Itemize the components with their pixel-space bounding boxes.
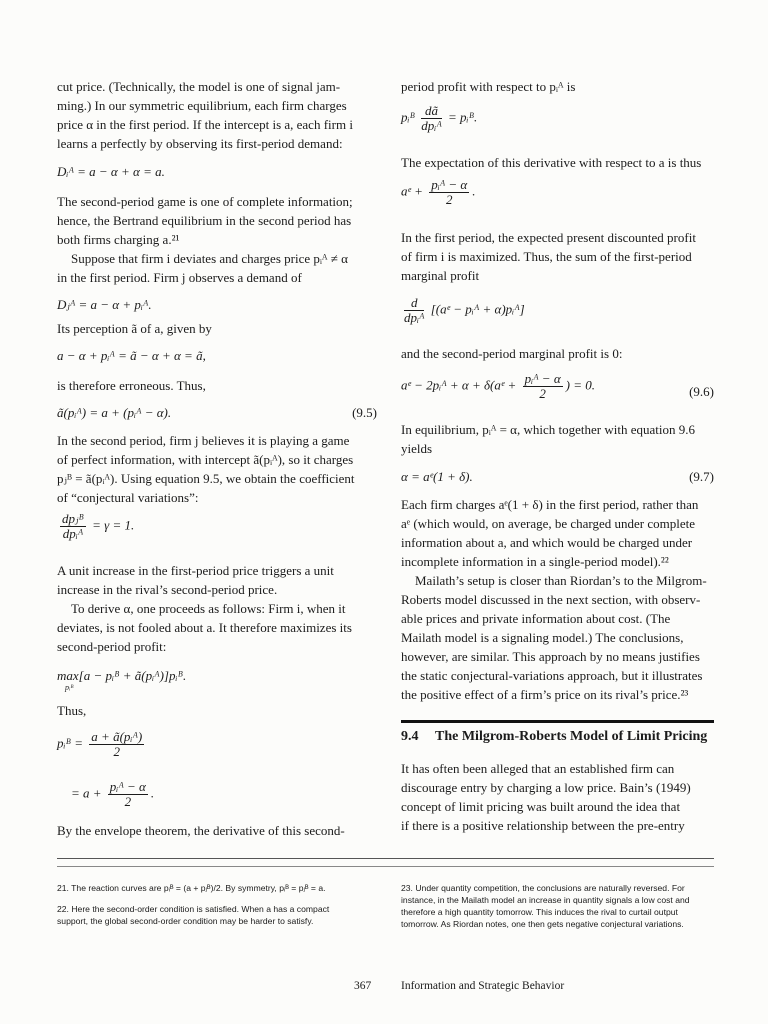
text-line: The expectation of this derivative with respect to a is thus (401, 155, 702, 170)
fraction-denominator: 2 (445, 192, 453, 207)
text-line: pⱼᴮ = ã(pᵢᴬ). Using equation 9.5, we obtain the coefficient (57, 471, 355, 486)
equation-lhs: = a + (71, 785, 102, 801)
fraction-denominator: dpᵢᴬ (404, 310, 425, 325)
equation: ã(pᵢᴬ) = a + (pᵢᴬ − α). (57, 405, 172, 420)
equation-rhs: = γ = 1. (92, 517, 135, 533)
text-line: however, are similar. This approach by no means justifies (401, 649, 700, 664)
footnote-divider (57, 866, 714, 867)
running-title: Information and Strategic Behavior (401, 980, 565, 992)
equation-rhs: [(aᵉ − pᵢᴬ + α)pᵢᴬ] (430, 301, 525, 317)
text-line: Each firm charges aᵉ(1 + δ) in the first period, rather than (401, 497, 699, 512)
right-column (401, 0, 714, 1024)
equation-lhs: pᵢᴮ = (57, 735, 84, 751)
fraction-numerator: a + ã(pᵢᴬ) (91, 729, 143, 744)
fraction-numerator: dã (421, 104, 441, 119)
fraction-numerator: dpⱼᴮ (62, 511, 84, 526)
text-line: aᵉ (which would, on average, be charged under complete (401, 516, 696, 531)
text-line: and the second-period marginal profit is 0: (401, 346, 623, 361)
footnote-22: 22. Here the second-order condition is satisfied. When a has a compact (57, 904, 330, 914)
section-rule (401, 720, 714, 723)
text-line: marginal profit (401, 268, 480, 283)
text-line: A unit increase in the first-period price triggers a unit (57, 563, 334, 578)
text-line: of firm i is maximized. Thus, the sum of the first-period (401, 249, 692, 264)
text-line: Roberts model discussed in the next section, with observ- (401, 592, 701, 607)
equation-end: ) = 0. (565, 377, 595, 393)
equation-number: (9.7) (689, 469, 714, 484)
text-line: The second-period game is one of complete information; (57, 194, 353, 209)
fraction-denominator: dpᵢᴬ (62, 526, 84, 541)
equation-lhs: pᵢᴮ (401, 109, 416, 125)
text-line: It has often been alleged that an established firm can (401, 761, 675, 776)
footnote-23-cont: tomorrow. As Riordan notes, one then gets negative conjectural variations. (401, 919, 684, 929)
fraction-numerator: d (404, 296, 424, 311)
section-title: The Milgrom-Roberts Model of Limit Pricing (435, 729, 708, 744)
fraction-denominator: 2 (539, 386, 546, 401)
equation-number: (9.5) (352, 405, 377, 420)
equation-foc (401, 372, 595, 401)
equation-number: (9.6) (689, 384, 714, 399)
left-column (57, 0, 377, 1024)
text-line: of perfect information, with intercept ã(pᵢᴬ), so it charges (57, 452, 354, 467)
footnote-23: 23. Under quantity competition, the conclusions are naturally reversed. For (401, 883, 685, 893)
text-line: of “conjectural variations”: (57, 490, 199, 505)
text-line: learns a perfectly by observing its first-period demand: (57, 136, 343, 151)
footnote-23-cont: instance, in the Mailath model an increase in quantity signals a low cost and (401, 895, 690, 905)
text-line: period profit with respect to pᵢᴬ is (401, 79, 576, 94)
equation-lhs: aᵉ + (401, 183, 423, 199)
text-line: Its perception ã of a, given by (57, 321, 212, 336)
fraction-numerator: pᵢᴬ − α (524, 371, 561, 386)
equation-lhs: aᵉ − 2pᵢᴬ + α + δ(aᵉ + (401, 377, 517, 393)
text-line: By the envelope theorem, the derivative of this second- (57, 823, 345, 838)
equation-subscript: pᵢᴮ (65, 683, 74, 692)
footnote-divider (57, 858, 714, 859)
text-line: Mailath model is a signaling model.) The conclusions, (401, 630, 684, 645)
text-line: Thus, (57, 703, 87, 718)
text-line: ming.) In our symmetric equilibrium, each firm charges (57, 98, 347, 113)
text-line: concept of limit pricing was built around the idea that (401, 799, 681, 814)
fraction-denominator: 2 (113, 744, 120, 759)
text-line: To derive α, one proceeds as follows: Firm i, when it (71, 601, 346, 616)
text-line: information about a, and which would be charged under (401, 535, 693, 550)
text-line: In equilibrium, pᵢᴬ = α, which together with equation 9.6 (401, 422, 695, 437)
footnote-22-cont: support, the global second-order condition may be harder to satisfy. (57, 916, 314, 926)
text-line: discourage entry by charging a low price. Bain’s (1949) (401, 780, 691, 795)
text-line: yields (401, 441, 433, 456)
equation: Dⱼᴬ = a − α + pᵢᴬ. (57, 297, 152, 312)
equation-price (57, 730, 147, 759)
equation-price-2 (71, 780, 154, 809)
fraction-numerator: pᵢᴬ − α (431, 177, 468, 192)
equation-marginal-profit (401, 296, 525, 325)
footnote-23-cont: therefore a high quantity tomorrow. This induces the rival to curtail output (401, 907, 678, 917)
fraction-numerator: pᵢᴬ − α (109, 779, 146, 794)
text-line: increase in the rival’s second-period price. (57, 582, 278, 597)
fraction-denominator: 2 (124, 794, 132, 809)
section-number: 9.4 (401, 729, 419, 744)
equation: max[a − pᵢᴮ + ã(pᵢᴬ)]pᵢᴮ. (57, 668, 187, 683)
footnote-21: 21. The reaction curves are pᵢᴮ = (a + pⱼᴮ)/2. By symmetry, pᵢᴮ = pⱼᴮ = a. (57, 883, 326, 893)
text-line: is therefore erroneous. Thus, (57, 378, 206, 393)
text-line: In the second period, firm j believes it is playing a game (57, 433, 350, 448)
text-line: Mailath’s setup is closer than Riordan’s to the Milgrom- (415, 573, 707, 588)
equation-expectation (401, 178, 476, 207)
text-line: in the first period. Firm j observes a demand of (57, 270, 302, 285)
text-line: both firms charging a.²¹ (57, 232, 180, 247)
equation: Dᵢᴬ = a − α + α = a. (57, 164, 165, 179)
equation-rhs: = pᵢᴮ. (447, 109, 478, 125)
text-line: In the first period, the expected present discounted profit (401, 230, 696, 245)
text-line: able prices and private information about cost. (The (401, 611, 671, 626)
text-line: if there is a positive relationship between the pre-entry (401, 818, 685, 833)
fraction-denominator: dpᵢᴬ (421, 118, 442, 133)
page-number: 367 (354, 980, 372, 992)
equation-end: . (472, 183, 476, 199)
equation: a − α + pᵢᴬ = ã − α + α = ã, (57, 348, 206, 363)
text-line: hence, the Bertrand equilibrium in the second period has (57, 213, 352, 228)
text-line: Suppose that firm i deviates and charges price pᵢᴬ ≠ α (71, 251, 348, 266)
text-line: the positive effect of a firm’s price on its rival’s price.²³ (401, 687, 689, 702)
equation-derivative (401, 104, 477, 133)
text-line: the static conjectural-variations approach, but it illustrates (401, 668, 703, 683)
text-line: deviates, is not fooled about a. It therefore maximizes its (57, 620, 352, 635)
equation: α = aᵉ(1 + δ). (401, 469, 473, 484)
text-line: second-period profit: (57, 639, 167, 654)
text-line: cut price. (Technically, the model is one of signal jam- (57, 79, 341, 94)
equation-end: . (150, 785, 155, 801)
equation-conjectural (57, 512, 134, 541)
text-line: price α in the first period. If the intercept is a, each firm i (57, 117, 353, 132)
text-line: incomplete information in a single-period model).²² (401, 554, 669, 569)
